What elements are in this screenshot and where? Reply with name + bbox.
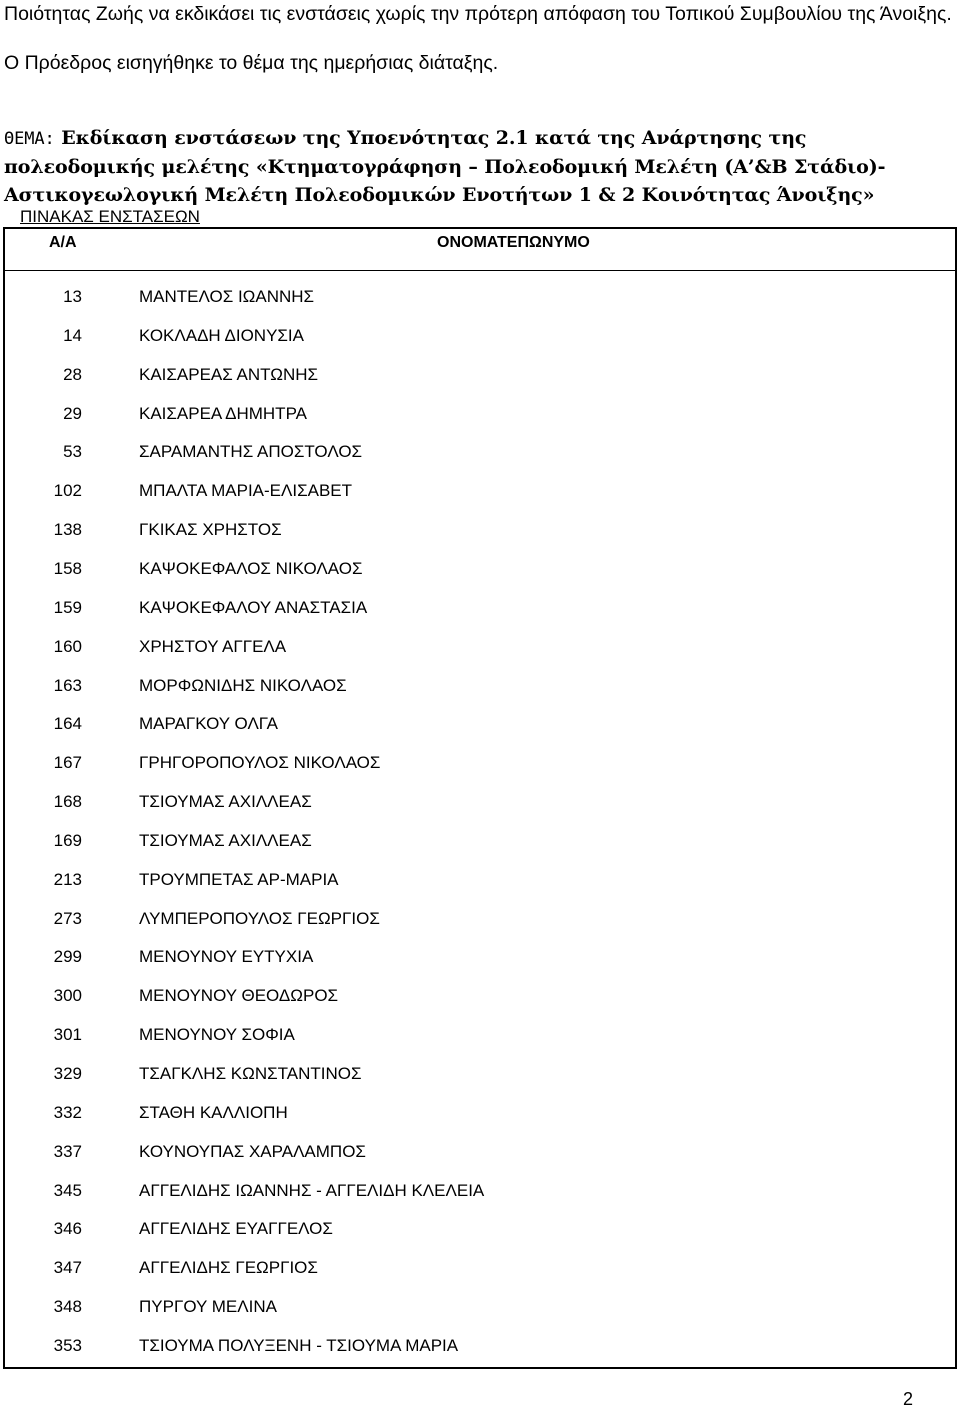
- row-number: 273: [53, 908, 82, 928]
- table-row: [5, 628, 955, 667]
- row-full-name: ΜΕΝΟΥΝΟΥ ΣΟΦΙΑ: [139, 1025, 295, 1045]
- row-number: 158: [53, 558, 82, 578]
- subject-line-3: Αστικογεωλογική Μελέτη Πολεοδομικών Ενοτήτων 1 & 2 Κοινότητας Άνοιξης»: [4, 184, 875, 206]
- table-row: [5, 783, 955, 822]
- table-row: [5, 356, 955, 395]
- table-row: [5, 1288, 955, 1327]
- table-title: ΠΙΝΑΚΑΣ ΕΝΣΤΑΣΕΩΝ: [20, 207, 200, 226]
- row-full-name: ΓΚΙΚΑΣ ΧΡΗΣΤΟΣ: [139, 520, 282, 540]
- row-number: 167: [53, 753, 82, 773]
- table-row: [5, 1094, 955, 1133]
- row-full-name: ΜΕΝΟΥΝΟΥ ΘΕΟΔΩΡΟΣ: [139, 986, 339, 1006]
- table-row: [5, 317, 955, 356]
- row-number: 346: [53, 1219, 82, 1239]
- row-full-name: ΚΑΨΟΚΕΦΑΛΟΥ ΑΝΑΣΤΑΣΙΑ: [139, 597, 368, 617]
- subject-heading: [4, 124, 958, 209]
- row-number: 28: [63, 364, 82, 384]
- row-number: 337: [53, 1141, 82, 1161]
- table-row: [5, 589, 955, 628]
- table-row: [5, 1327, 955, 1366]
- row-full-name: ΓΡΗΓΟΡΟΠΟΥΛΟΣ ΝΙΚΟΛΑΟΣ: [139, 753, 381, 773]
- row-full-name: ΤΡΟΥΜΠΕΤΑΣ ΑΡ-ΜΑΡΙΑ: [139, 869, 339, 889]
- row-number: 345: [53, 1180, 82, 1200]
- table-row: [5, 938, 955, 977]
- page-number: 2: [902, 1389, 913, 1409]
- row-full-name: ΤΣΑΓΚΛΗΣ ΚΩΝΣΤΑΝΤΙΝΟΣ: [139, 1064, 362, 1083]
- table-row: [5, 1133, 955, 1172]
- row-full-name: ΚΑΙΣΑΡΕΑΣ ΑΝΤΩΝΗΣ: [139, 364, 319, 384]
- row-full-name: ΤΣΙΟΥΜΑΣ ΑΧΙΛΛΕΑΣ: [139, 830, 312, 850]
- row-number: 169: [53, 830, 82, 850]
- table-header: [5, 229, 955, 271]
- row-full-name: ΜΑΡΑΓΚΟΥ ΟΛΓΑ: [139, 714, 278, 734]
- row-full-name: ΑΓΓΕΛΙΔΗΣ ΙΩΑΝΝΗΣ - ΑΓΓΕΛΙΔΗ ΚΛΕΛΕΙΑ: [139, 1180, 485, 1200]
- intro-paragraph: [4, 2, 954, 75]
- table-row: [5, 861, 955, 900]
- row-full-name: ΚΟΚΛΑΔΗ ΔΙΟΝΥΣΙΑ: [139, 325, 304, 345]
- table-row: [5, 900, 955, 939]
- row-number: 300: [53, 986, 82, 1006]
- row-number: 299: [53, 947, 82, 967]
- row-full-name: ΛΥΜΠΕΡΟΠΟΥΛΟΣ ΓΕΩΡΓΙΟΣ: [139, 908, 380, 928]
- table-row: [5, 1249, 955, 1288]
- row-number: 168: [53, 792, 82, 812]
- row-number: 160: [53, 636, 82, 656]
- column-header-name: ΟΝΟΜΑΤΕΠΩΝΥΜΟ: [437, 234, 590, 251]
- table-row: [5, 744, 955, 783]
- subject-label: ΘΕΜΑ:: [4, 129, 55, 149]
- row-number: 53: [63, 442, 82, 462]
- row-full-name: ΚΟΥΝΟΥΠΑΣ ΧΑΡΑΛΑΜΠΟΣ: [139, 1141, 366, 1161]
- row-full-name: ΤΣΙΟΥΜΑΣ ΑΧΙΛΛΕΑΣ: [139, 792, 312, 812]
- column-header-aa: Α/Α: [49, 234, 77, 251]
- table-row: [5, 511, 955, 550]
- row-number: 329: [53, 1064, 82, 1083]
- row-full-name: ΚΑΙΣΑΡΕΑ ΔΗΜΗΤΡΑ: [139, 403, 307, 423]
- table-row: [5, 1016, 955, 1055]
- intro-line-1: Ποιότητας Ζωής να εκδικάσει τις ενστάσεις χωρίς την πρότερη απόφαση του Τοπικού Συμβουλίου της Άνοιξης.: [4, 3, 952, 25]
- objections-table: [3, 227, 957, 1369]
- table-row: [5, 1055, 955, 1094]
- row-number: 347: [53, 1258, 82, 1278]
- row-full-name: ΚΑΨΟΚΕΦΑΛΟΣ ΝΙΚΟΛΑΟΣ: [139, 558, 363, 578]
- table-row: [5, 705, 955, 744]
- row-full-name: ΜΕΝΟΥΝΟΥ ΕΥΤΥΧΙΑ: [139, 947, 314, 967]
- row-full-name: ΑΓΓΕΛΙΔΗΣ ΕΥΑΓΓΕΛΟΣ: [139, 1219, 333, 1239]
- row-full-name: ΠΥΡΓΟΥ ΜΕΛΙΝΑ: [139, 1297, 277, 1317]
- row-full-name: ΑΓΓΕΛΙΔΗΣ ΓΕΩΡΓΙΟΣ: [139, 1258, 318, 1278]
- table-row: [5, 1210, 955, 1249]
- row-number: 163: [53, 675, 82, 695]
- row-number: 29: [63, 403, 82, 423]
- row-number: 14: [63, 325, 82, 345]
- row-full-name: ΣΑΡΑΜΑΝΤΗΣ ΑΠΟΣΤΟΛΟΣ: [139, 442, 363, 462]
- row-full-name: ΜΠΑΛΤΑ ΜΑΡΙΑ-ΕΛΙΣΑΒΕΤ: [139, 481, 353, 501]
- table-row: [5, 433, 955, 472]
- row-number: 102: [53, 481, 82, 501]
- subject-line-2: πολεοδομικής μελέτης «Κτηματογράφηση – Πολεοδομική Μελέτη (Α’&Β Στάδιο)-: [4, 156, 886, 178]
- row-full-name: ΧΡΗΣΤΟΥ ΑΓΓΕΛΑ: [139, 636, 287, 656]
- row-number: 164: [53, 714, 82, 734]
- row-number: 213: [53, 869, 82, 889]
- table-row: [5, 977, 955, 1016]
- row-number: 348: [53, 1297, 82, 1317]
- row-number: 353: [53, 1335, 82, 1355]
- row-number: 301: [53, 1025, 82, 1045]
- table-row: [5, 278, 955, 317]
- intro-line-2: Ο Πρόεδρος εισηγήθηκε το θέμα της ημερήσιας διάταξης.: [4, 52, 499, 74]
- table-row: [5, 472, 955, 511]
- table-row: [5, 1172, 955, 1211]
- table-row: [5, 550, 955, 589]
- table-row: [5, 822, 955, 861]
- paragraph-gap: [4, 26, 954, 51]
- subject-line-1: [4, 124, 958, 153]
- row-number: 138: [53, 520, 82, 540]
- row-full-name: ΣΤΑΘΗ ΚΑΛΛΙΟΠΗ: [139, 1102, 288, 1122]
- row-full-name: ΜΟΡΦΩΝΙΔΗΣ ΝΙΚΟΛΑΟΣ: [139, 675, 347, 695]
- row-number: 13: [63, 287, 82, 306]
- table-row: [5, 395, 955, 434]
- row-number: 159: [53, 597, 82, 617]
- subject-text-1: Εκδίκαση ενστάσεων της Υποενότητας 2.1 κατά της Ανάρτησης της: [61, 127, 807, 149]
- row-full-name: ΤΣΙΟΥΜΑ ΠΟΛΥΞΕΝΗ - ΤΣΙΟΥΜΑ ΜΑΡΙΑ: [139, 1335, 459, 1355]
- table-row: [5, 667, 955, 706]
- row-full-name: ΜΑΝΤΕΛΟΣ ΙΩΑΝΝΗΣ: [139, 287, 315, 306]
- row-number: 332: [53, 1102, 82, 1122]
